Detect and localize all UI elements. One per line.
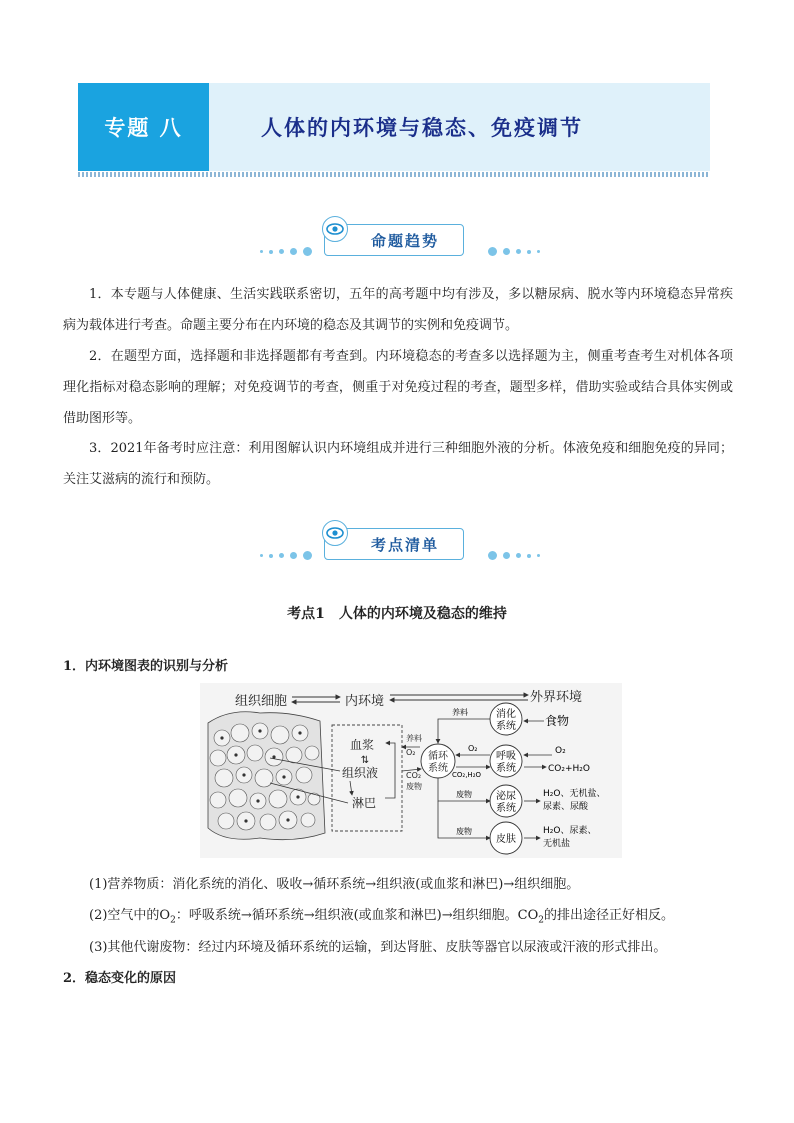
section-title-checklist: 考点清单 — [324, 528, 464, 560]
label-sweat-2: 无机盐 — [543, 839, 571, 849]
dots-left — [260, 551, 312, 560]
tissue-cells-illustration — [208, 712, 325, 840]
list-item-2 — [89, 904, 674, 926]
label-nutrients-2: 养料 — [452, 708, 468, 717]
list-item-2-part-a: (2)空气中的O — [89, 908, 171, 923]
label-tissue-fluid: 组织液 — [342, 766, 379, 780]
list-item-2-subscript-2: 2 — [538, 915, 544, 926]
eye-icon — [322, 520, 348, 546]
label-respiratory-2: 系统 — [496, 763, 516, 774]
trend-paragraph-2: 2．在题型方面，选择题和非选择题都有考查到。内环境稳态的考查多以选择题为主，侧重考查考生对机体各项理化指标对稳态影响的理解；对免疫调节的考查，侧重于对免疫过程的考查，题型多样，借助实验或结合具体实例或借助图形等。 — [63, 349, 733, 426]
label-co2-h2o: CO₂,H₂O — [452, 771, 482, 779]
trend-paragraph-1: 1．本专题与人体健康、生活实践联系密切，五年的高考题中均有涉及，多以糖尿病、脱水等内环境稳态异常疾病为载体进行考查。命题主要分布在内环境的稳态及其调节的实例和免疫调节。 — [63, 287, 733, 333]
label-urinary-1: 泌尿 — [496, 791, 516, 802]
label-circulatory-1: 循环 — [428, 751, 448, 762]
list-item-1: (1)营养物质：消化系统的消化、吸收→循环系统→组织液(或血浆和淋巴)→组织细胞。 — [89, 877, 580, 892]
label-waste-2: 废物 — [456, 790, 472, 799]
section-label-checklist — [260, 526, 540, 568]
label-waste-3: 废物 — [456, 827, 472, 836]
chapter-banner — [78, 83, 710, 171]
section-label-trend — [260, 222, 540, 264]
label-tissue-cells: 组织细胞 — [235, 694, 288, 709]
list-item-2-subscript: 2 — [170, 915, 176, 926]
label-co2-h2o-out: CO₂+H₂O — [548, 764, 590, 774]
label-respiratory-1: 呼吸 — [496, 751, 516, 762]
subheading-2: 2．稳态变化的原因 — [63, 971, 177, 986]
svg-text:⇅: ⇅ — [360, 755, 370, 766]
list-item-2-part-b: ：呼吸系统→循环系统→组织液(或血浆和淋巴)→组织细胞。CO — [175, 908, 539, 923]
banner-divider — [78, 172, 710, 177]
label-digestive-2: 系统 — [496, 721, 516, 732]
label-food: 食物 — [545, 714, 570, 728]
label-external-environment: 外界环境 — [530, 690, 583, 705]
label-plasma: 血浆 — [350, 738, 375, 752]
dots-right — [488, 247, 540, 256]
point-title: 考点1 人体的内环境及稳态的维持 — [287, 606, 507, 622]
chapter-label: 专题 八 — [78, 83, 209, 171]
chapter-title: 人体的内环境与稳态、免疫调节 — [209, 83, 710, 171]
list-item-2-part-c: 的排出途径正好相反。 — [543, 908, 674, 923]
dots-right — [488, 551, 540, 560]
label-waste: 废物 — [406, 782, 422, 791]
eye-icon — [322, 216, 348, 242]
label-sweat-1: H₂O、尿素、 — [543, 826, 597, 836]
label-nutrients: 养料 — [406, 734, 422, 743]
label-circulatory-2: 系统 — [428, 763, 448, 774]
label-lymph: 淋巴 — [352, 796, 377, 810]
label-o2-in: O₂ — [555, 746, 566, 756]
section-title-trend: 命题趋势 — [324, 224, 464, 256]
dots-left — [260, 247, 312, 256]
label-urinary-2: 系统 — [496, 803, 516, 814]
trend-paragraph-3: 3．2021年备考时应注意：利用图解认识内环境组成并进行三种细胞外液的分析。体液免疫和细胞免疫的异同；关注艾滋病的流行和预防。 — [63, 441, 733, 487]
label-o2-2: O₂ — [468, 744, 478, 753]
label-co2: CO₂ — [406, 771, 422, 780]
label-digestive-1: 消化 — [496, 709, 516, 720]
list-item-3: (3)其他代谢废物：经过内环境及循环系统的运输，到达肾脏、皮肤等器官以尿液或汗液的形式排出。 — [89, 940, 667, 955]
internal-environment-diagram — [200, 683, 622, 858]
label-skin: 皮肤 — [496, 834, 516, 845]
label-internal-environment: 内环境 — [345, 694, 385, 709]
label-urine-2: 尿素、尿酸 — [543, 802, 589, 812]
label-o2: O₂ — [406, 748, 416, 757]
subheading-1: 1．内环境图表的识别与分析 — [63, 659, 229, 674]
label-urine-1: H₂O、无机盐、 — [543, 789, 606, 799]
